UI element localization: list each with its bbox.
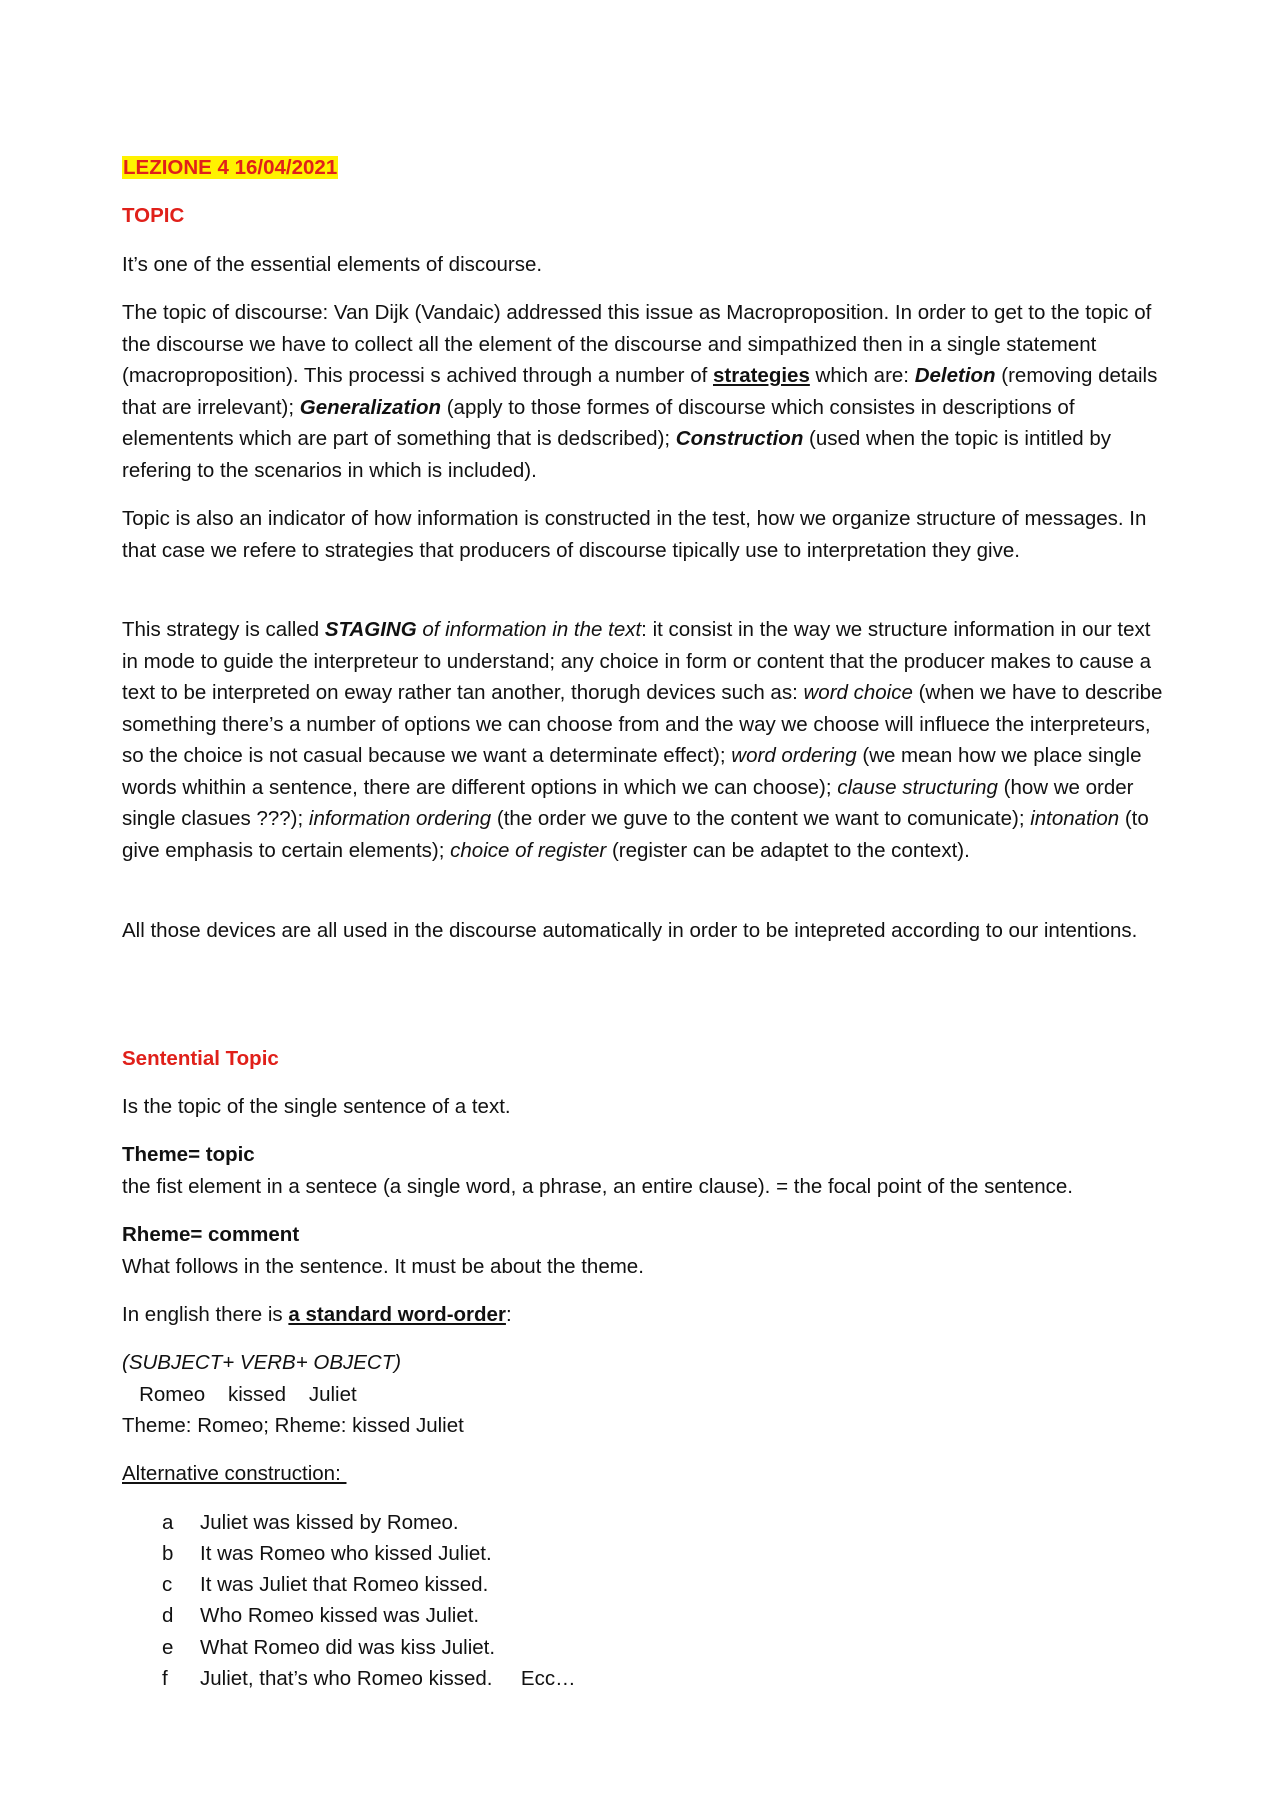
- list-item-letter: d: [162, 1604, 174, 1627]
- lesson-title-line: [122, 152, 1172, 184]
- list-item-letter: b: [162, 1542, 174, 1565]
- list-item-letter: f: [162, 1667, 168, 1690]
- lesson-title: LEZIONE 4 16/04/2021: [123, 156, 338, 179]
- paragraph-sentential-definition: Is the topic of the single sentence of a text.: [122, 1095, 511, 1118]
- word-ordering-term: word ordering: [731, 744, 857, 767]
- list-item-text: What Romeo did was kiss Juliet.: [200, 1636, 496, 1659]
- list-item-text: It was Juliet that Romeo kissed.: [200, 1573, 489, 1596]
- standard-word-order-term: a standard word-order: [288, 1303, 506, 1326]
- intonation-term: intonation: [1030, 807, 1120, 830]
- list-item-text: It was Romeo who kissed Juliet.: [200, 1542, 492, 1565]
- generalization-term: Generalization: [299, 395, 442, 419]
- list-item-letter: a: [162, 1511, 174, 1534]
- strategies-term: strategies: [713, 364, 810, 387]
- svo-example: Romeo kissed Juliet: [122, 1383, 357, 1406]
- staging-term: STAGING: [324, 618, 417, 641]
- word-choice-term: word choice: [803, 681, 913, 704]
- list-item-text: Juliet was kissed by Romeo.: [200, 1511, 459, 1534]
- theme-label: Theme= topic: [122, 1143, 255, 1166]
- rheme-label: Rheme= comment: [122, 1223, 300, 1246]
- list-item-letter: e: [162, 1636, 174, 1659]
- paragraph-intro: It’s one of the essential elements of discourse.: [122, 253, 543, 276]
- svo-pattern: (SUBJECT+ VERB+ OBJECT): [122, 1351, 402, 1374]
- sentential-topic-heading: Sentential Topic: [122, 1047, 279, 1070]
- word-order-line: In english there is a standard word-order:: [122, 1303, 512, 1326]
- theme-rheme-example: Theme: Romeo; Rheme: kissed Juliet: [122, 1414, 464, 1437]
- rheme-definition: What follows in the sentence. It must be about the theme.: [122, 1255, 644, 1278]
- deletion-term: Deletion: [914, 364, 996, 387]
- paragraph-topic-indicator: Topic is also an indicator of how information is constructed in the test, how we organize structure of messages. In that case we refere to strategies that producers of discourse tipically use to interpretation they give.: [122, 507, 1147, 562]
- list-item-text: Who Romeo kissed was Juliet.: [200, 1604, 480, 1627]
- list-item-text: Juliet, that’s who Romeo kissed. Ecc…: [200, 1667, 576, 1690]
- information-ordering-term: information ordering: [308, 807, 492, 830]
- clause-structuring-term: clause structuring: [837, 775, 998, 799]
- alternative-construction-heading: Alternative construction:: [122, 1462, 347, 1485]
- topic-heading: TOPIC: [122, 204, 185, 227]
- paragraph-macroproposition: The topic of discourse: Van Dijk (Vandaic) addressed this issue as Macroproposition. In order to get to the topic of the discourse we have to collect all the element of the discourse and simpathized then in a single statement (macroproposition). This processi s achived through a number of strategies which are: Deletion (removing details that are irrelevant); Generalization (apply to those formes of discourse which consistes in descriptions of elementents which are part of something that is dedscribed); Construction (used when the topic is intitled by refering to the scenarios in which is included).: [122, 301, 1158, 482]
- theme-definition: the fist element in a sentece (a single word, a phrase, an entire clause). = the focal point of the sentence.: [122, 1175, 1073, 1198]
- paragraph-devices: All those devices are all used in the discourse automatically in order to be intepreted according to our intentions.: [122, 919, 1138, 942]
- paragraph-staging: This strategy is called STAGING of information in the text: it consist in the way we structure information in our text in mode to guide the interpreteur to understand; any choice in form or content that the producer makes to cause a text to be interpreted on eway rather tan another, thorugh devices such as: word choice (when we have to describe something there’s a number of options we can choose from and the way we choose will influece the interpreteurs, so the choice is not casual because we want a determinate effect); word ordering (we mean how we place single words whithin a sentence, there are different options in which we can choose); clause structuring (how we order single clasues ???); information ordering (the order we guve to the content we want to comunicate); intonation (to give emphasis to certain elements); choice of register (register can be adaptet to the context).: [122, 618, 1163, 862]
- choice-of-register-term: choice of register: [450, 838, 607, 862]
- list-item-letter: c: [162, 1573, 173, 1596]
- construction-term: Construction: [675, 427, 804, 450]
